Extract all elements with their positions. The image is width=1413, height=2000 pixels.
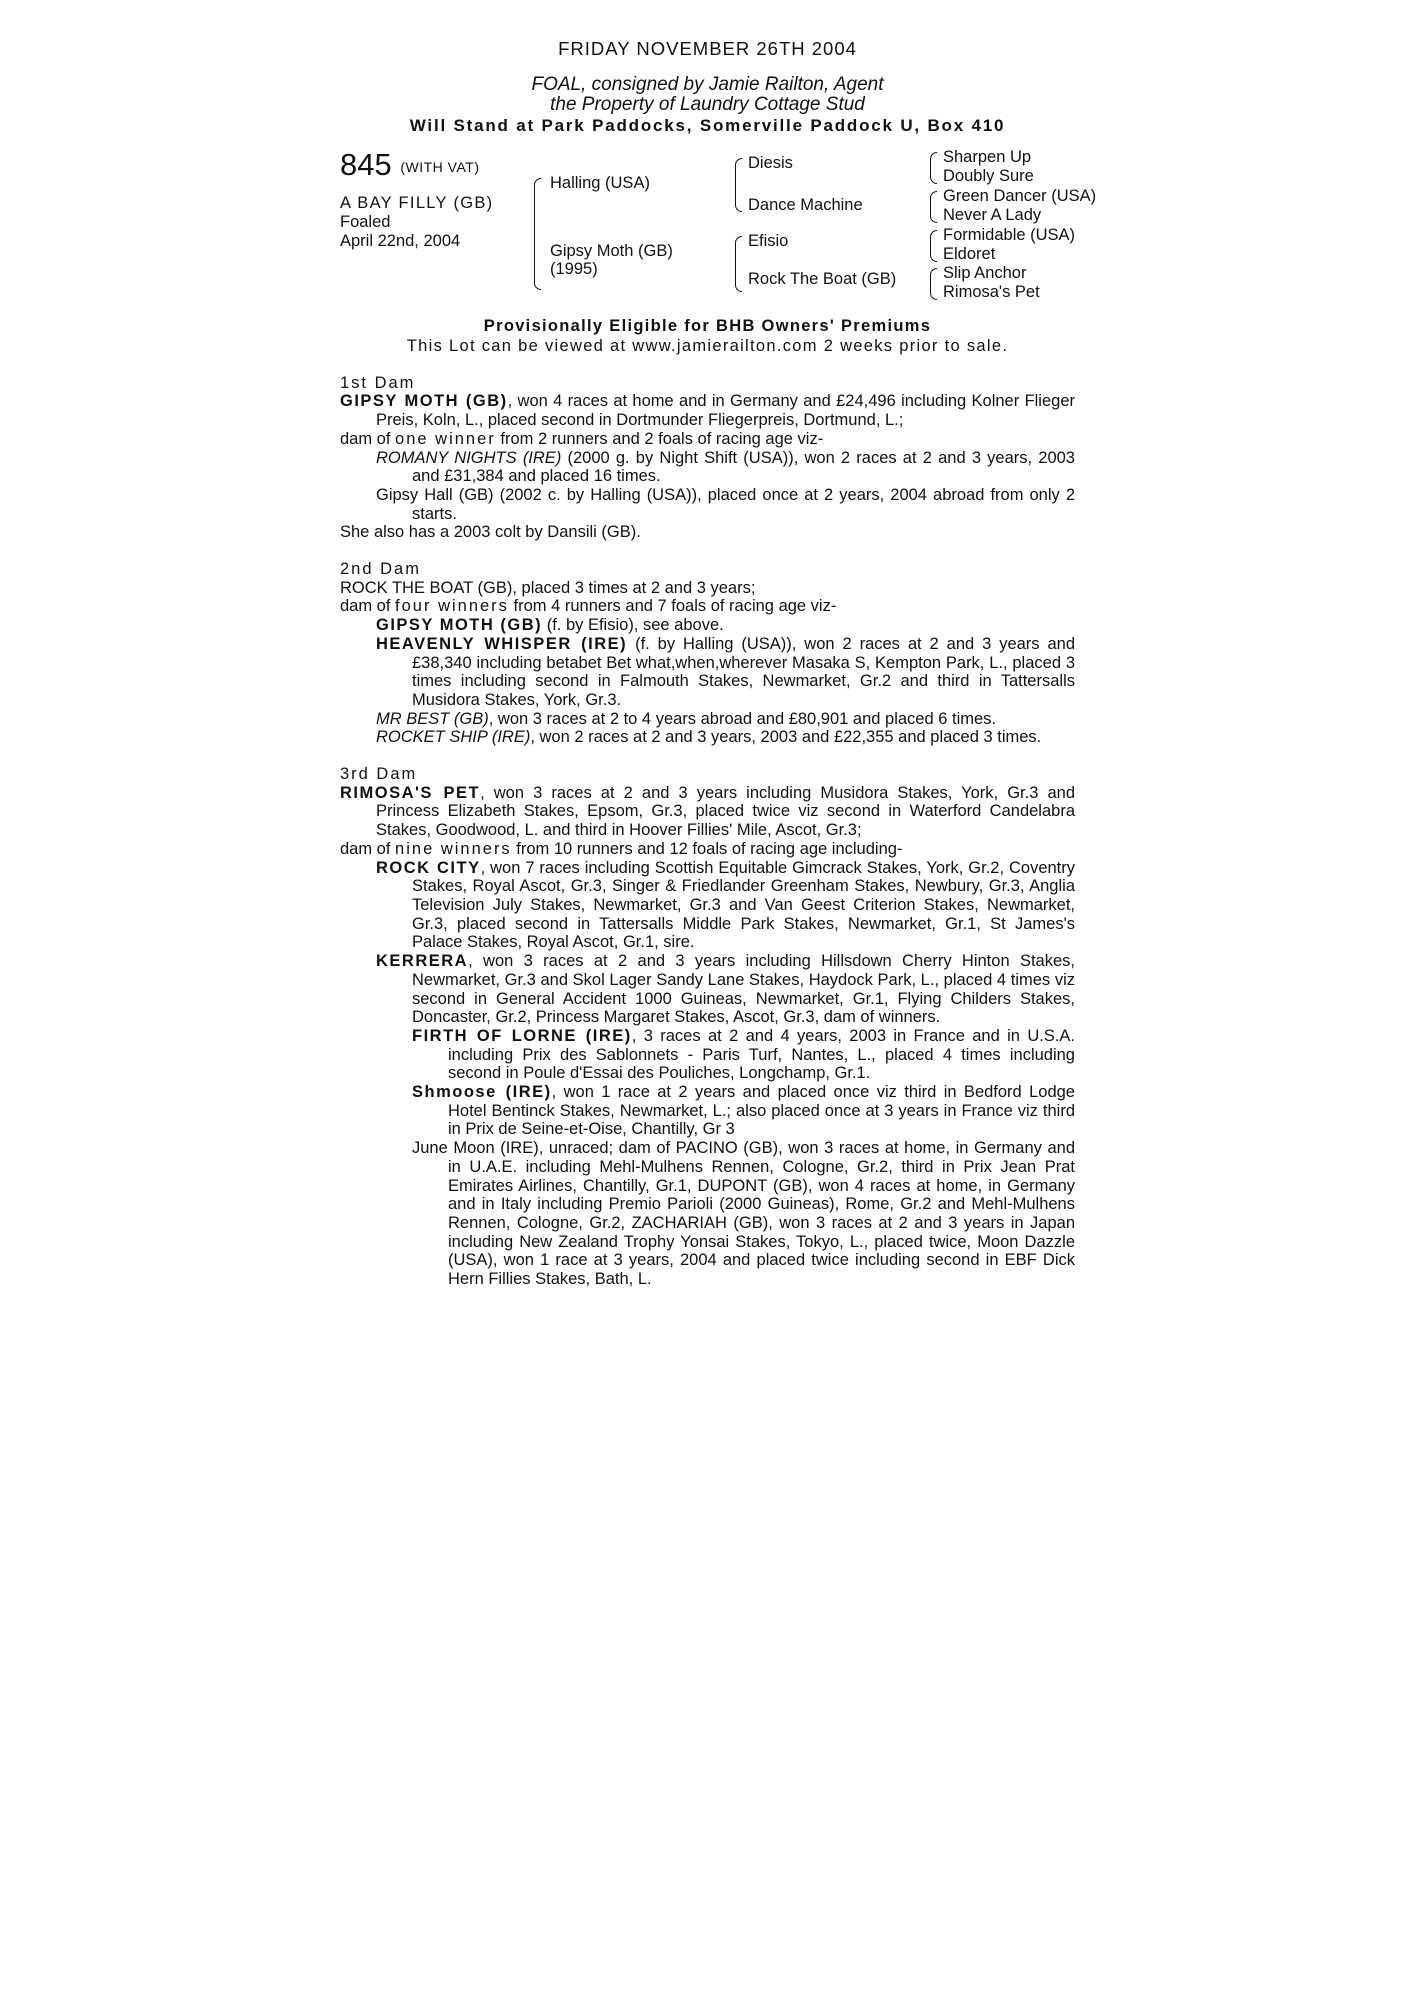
winners-count: nine winners: [395, 839, 512, 858]
progeny-text: (f. by Halling (USA)), won 2 races at 2 and 3 years and £38,340 including betabet Bet what,when,wherever Masaka S, Kempton Park, L., placed 3 times including second in Falmouth Stakes, Newmarket, Gr.2 and third in Tattersalls Musidora Stakes, York, Gr.3.: [412, 634, 1075, 709]
pedigree-dam-year: (1995): [550, 259, 598, 278]
stand-location: Will Stand at Park Paddocks, Somerville Paddock U, Box 410: [409, 115, 1006, 135]
progeny-name: KERRERA: [376, 952, 469, 971]
pedigree-sire-sire: Diesis: [748, 153, 793, 172]
pedigree-gen3: Slip Anchor: [943, 263, 1027, 282]
third-dam-record: [340, 784, 1075, 840]
pedigree-gen3: Formidable (USA): [943, 225, 1076, 244]
catalogue-page: [340, 38, 1097, 1289]
second-dam-produce-summary: [340, 597, 1075, 616]
first-dam-name: GIPSY MOTH (GB): [340, 392, 508, 411]
pedigree-gen3: Eldoret: [943, 244, 996, 263]
progeny-name: ROMANY NIGHTS (IRE): [376, 448, 562, 467]
grand-progeny-entry: [340, 1027, 1075, 1083]
first-dam-produce-summary: [340, 430, 1075, 449]
progeny-entry: Gipsy Hall (GB) (2002 c. by Halling (USA)), placed once at 2 years, 2004 abroad from only 2 starts.: [376, 485, 1075, 523]
progeny-text: , won 7 races including Scottish Equitable Gimcrack Stakes, York, Gr.2, Coventry Stakes, Royal Ascot, Gr.3, Singer & Friedlander Greenham Stakes, Newbury, Gr.3, Anglia Television July Stakes, Newmarket, Gr.3 and Van Geest Criterion Stakes, Newmarket, Gr.3, placed second in Tattersalls Middle Park Stakes, Newmarket, Gr.1, St James's Palace Stakes, Royal Ascot, Gr.1, sire.: [412, 858, 1076, 952]
grand-progeny-entry: June Moon (IRE), unraced; dam of PACINO (GB), won 3 races at home, in Germany and in U.A.E. including Mehl-Mulhens Rennen, Cologne, Gr.2, third in Prix Jean Prat Emirates Airlines, Chantilly, Gr.1, DUPONT (GB), won 4 races at home, in Germany and in Italy including Premio Parioli (2000 Guineas), Rome, Gr.2 and Mehl-Mulhens Rennen, Cologne, Gr.2, ZACHARIAH (GB), won 3 races at 2 and 3 years in Japan including New Zealand Trophy Yonsai Stakes, Tokyo, L., placed twice, Moon Dazzle (USA), won 1 race at 3 years, 2004 and placed twice including second in EBF Dick Hern Fillies Stakes, Bath, L.: [412, 1139, 1075, 1289]
foaled-label: Foaled: [340, 212, 391, 231]
progeny-text: , won 2 races at 2 and 3 years, 2003 and £22,355 and placed 3 times.: [530, 728, 1042, 747]
progeny-text: , won 3 races at 2 and 3 years including Hillsdown Cherry Hinton Stakes, Newmarket, Gr.3 and Skol Lager Sandy Lane Stakes, Haydock Park, L., placed 4 times viz second in General Accident 1000 Guineas, Newmarket, Gr.1, Flying Childers Stakes, Doncaster, Gr.2, Princess Margaret Stakes, Ascot, Gr.3, dam of winners.: [412, 952, 1075, 1027]
progeny-entry: [340, 859, 1075, 953]
runners-summary: from 2 runners and 2 foals of racing age viz-: [500, 429, 824, 448]
pedigree-sire: Halling (USA): [550, 173, 650, 192]
progeny-entry: [340, 635, 1075, 710]
runners-summary: from 10 runners and 12 foals of racing age including-: [516, 839, 903, 858]
viewing-note: This Lot can be viewed at www.jamierailton.com 2 weeks prior to sale.: [406, 336, 1009, 355]
first-dam-heading: 1st Dam: [340, 373, 416, 392]
runners-summary: from 4 runners and 7 foals of racing age viz-: [513, 597, 837, 616]
progeny-name: ROCKET SHIP (IRE): [376, 728, 531, 747]
pedigree-brace: [735, 236, 742, 292]
consignor-line: FOAL, consigned by Jamie Railton, Agent: [531, 73, 884, 95]
lot-number-line: [340, 148, 480, 184]
winners-count: four winners: [395, 597, 509, 616]
progeny-entry: [340, 616, 1075, 635]
pedigree-sire-dam: Dance Machine: [748, 195, 863, 214]
third-dam-produce-summary: [340, 840, 1075, 859]
pedigree-brace: [930, 268, 937, 300]
pedigree-brace: [930, 191, 937, 223]
vat-note: (WITH VAT): [400, 158, 480, 175]
pedigree-gen3: Never A Lady: [943, 205, 1042, 224]
eligibility-note: Provisionally Eligible for BHB Owners' Premiums: [483, 316, 932, 335]
pedigree-brace: [735, 158, 742, 212]
pedigree-brace: [930, 152, 937, 184]
pedigree-brace: [930, 230, 937, 262]
grand-progeny-entry: [340, 1083, 1075, 1139]
dam-of-label: dam of: [340, 597, 391, 616]
pedigree-dam: Gipsy Moth (GB): [550, 241, 673, 260]
first-dam-text: , won 4 races at home and in Germany and £24,496 including Kolner Flieger Preis, Koln, L., placed second in Dortmunder Fliegerpreis, Dortmund, L.;: [376, 392, 1075, 430]
progeny-name: ROCK CITY: [376, 858, 481, 877]
first-dam-also: She also has a 2003 colt by Dansili (GB).: [340, 523, 641, 542]
foaled-date: April 22nd, 2004: [340, 231, 461, 250]
pedigree-gen3: Rimosa's Pet: [943, 282, 1040, 301]
pedigree-dam-dam: Rock The Boat (GB): [748, 269, 897, 288]
progeny-name: GIPSY MOTH (GB): [376, 616, 543, 635]
progeny-text: , 3 races at 2 and 4 years, 2003 in France and in U.S.A. including Prix des Sablonnets - Paris Turf, Nantes, L., placed 4 times including second in Poule d'Essai des Pouliches, Longchamp, Gr.1.: [448, 1026, 1076, 1083]
progeny-name: HEAVENLY WHISPER (IRE): [376, 634, 628, 653]
pedigree-brace: [534, 178, 541, 290]
progeny-name: MR BEST (GB): [376, 709, 489, 728]
pedigree-dam-sire: Efisio: [748, 231, 789, 250]
lot-number: 845: [340, 146, 392, 182]
progeny-entry: [340, 952, 1075, 1027]
progeny-name: FIRTH OF LORNE (IRE): [412, 1026, 632, 1045]
third-dam-section: [340, 765, 1075, 1289]
winners-count: one winner: [395, 429, 496, 448]
progeny-entry: [340, 710, 1075, 729]
progeny-entry: [340, 728, 1075, 747]
pedigree-gen3: Doubly Sure: [943, 166, 1034, 185]
third-dam-text: , won 3 races at 2 and 3 years including Musidora Stakes, York, Gr.3 and Princess Elizabeth Stakes, Epsom, Gr.3, placed twice viz second in Waterford Candelabra Stakes, Goodwood, L. and third in Hoover Fillies' Mile, Ascot, Gr.3;: [376, 783, 1075, 840]
pedigree-block: [340, 146, 1097, 308]
pedigree-gen3: Green Dancer (USA): [943, 186, 1097, 205]
pedigree-gen3: Sharpen Up: [943, 147, 1032, 166]
progeny-entry: [340, 449, 1075, 486]
sale-date: FRIDAY NOVEMBER 26TH 2004: [558, 38, 857, 59]
lot-description: A BAY FILLY (GB): [340, 193, 494, 212]
progeny-text: (2000 g. by Night Shift (USA)), won 2 races at 2 and 3 years, 2003 and £31,384 and placed 16 times.: [412, 448, 1075, 486]
third-dam-heading: 3rd Dam: [340, 765, 418, 784]
dam-of-label: dam of: [340, 839, 391, 858]
second-dam-heading: 2nd Dam: [340, 560, 421, 579]
second-dam-section: [340, 560, 1075, 747]
property-line: the Property of Laundry Cottage Stud: [550, 93, 865, 115]
progeny-text: , won 1 race at 2 years and placed once viz third in Bedford Lodge Hotel Bentinck Stakes, Newmarket, L.; also placed once at 3 years in France viz third in Prix de Seine-et-Oise, Chantilly, Gr 3: [448, 1083, 1075, 1139]
first-dam-record: [340, 392, 1075, 429]
second-dam-record: ROCK THE BOAT (GB), placed 3 times at 2 and 3 years;: [340, 578, 756, 597]
third-dam-name: RIMOSA'S PET: [340, 783, 481, 802]
dam-of-label: dam of: [340, 429, 391, 448]
progeny-text: (f. by Efisio), see above.: [542, 616, 724, 635]
progeny-text: , won 3 races at 2 to 4 years abroad and £80,901 and placed 6 times.: [488, 709, 997, 728]
progeny-name: Shmoose (IRE): [412, 1083, 552, 1102]
first-dam-section: [340, 374, 1075, 542]
